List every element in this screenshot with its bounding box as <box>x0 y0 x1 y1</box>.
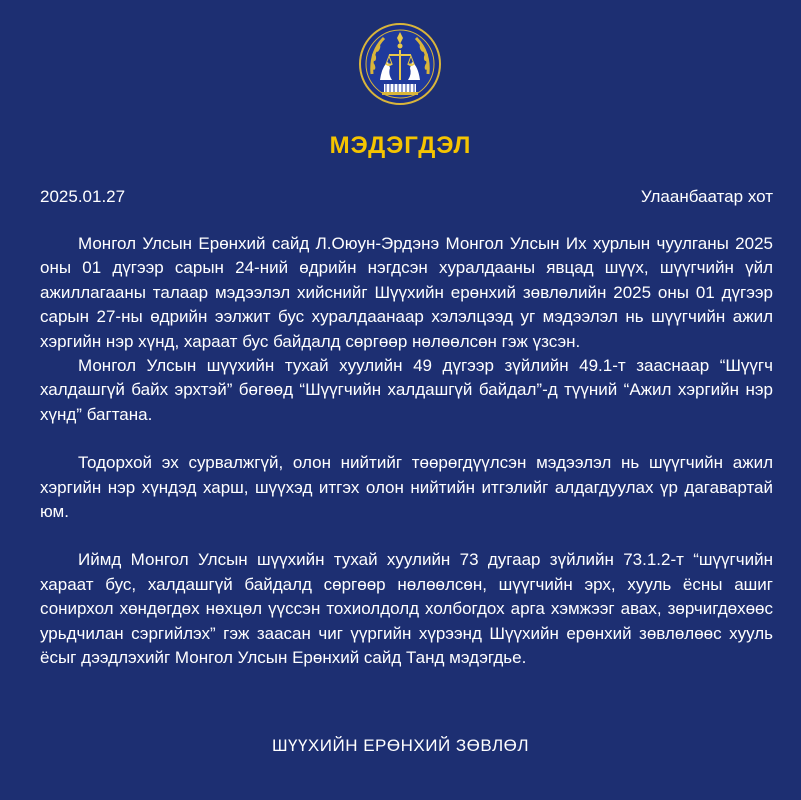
document-body <box>40 232 773 671</box>
page-title: МЭДЭГДЭЛ <box>329 132 472 159</box>
document-place: Улаанбаатар хот <box>640 187 773 206</box>
signature: ШҮҮХИЙН ЕРӨНХИЙ ЗӨВЛӨЛ <box>271 736 530 755</box>
paragraph: Иймд Монгол Улсын шүүхийн тухай хуулийн 73 дугаар зүйлийн 73.1.2-т “шүүгчийн хараат бус, халдашгүй байдалд сөргөөр нөлөөлсөн, шүүгчийн эрх, хууль ёсны ашиг сонирхол хөндөгдөх нөхцөл үүссэн тохиолдолд холбогдох арга хэмжээг авах, зөрчигдөхөөс урьдчилан сэргийлэх” гэж заасан чиг үүргийн хүрээнд Шүүхийн ерөнхий зөвлөлөөс хууль ёсыг дээдлэхийг Монгол Улсын Ерөнхий сайд Танд мэдэгдье. <box>40 550 773 668</box>
judicial-council-emblem-icon <box>358 22 442 106</box>
paragraph: Монгол Улсын Ерөнхий сайд Л.Оюун-Эрдэнэ Монгол Улсын Их хурлын чуулганы 2025 оны 01 дүгээр сарын 24-ний өдрийн нэгдсэн хуралдааны явцад шүүх, шүүгчийн үйл ажиллагааны талаар мэдээлэл хийснийг Шүүхийн ерөнхий зөвлөлийн 2025 оны 01 дүгээр сарын 27-ны өдрийн ээлжит бус хуралдаанаар хэлэлцээд уг мэдээлэл нь шүүгчийн ажил хэргийн нэр хүнд, хараат бус байдалд сөргөөр нөлөөлсөн гэж үзсэн. <box>40 234 773 351</box>
paragraph: Монгол Улсын шүүхийн тухай хуулийн 49 дүгээр зүйлийн 49.1-т зааснаар “Шүүгч халдашгүй байх эрхтэй” бөгөөд “Шүүгчийн халдашгүй байдал”-д түүний “Ажил хэргийн нэр хүнд” багтана. <box>40 356 773 424</box>
paragraph: Тодорхой эх сурвалжгүй, олон нийтийг төөрөгдүүлсэн мэдээлэл нь шүүгчийн ажил хэргийн нэр хүндэд харш, шүүхэд итгэх олон нийтийн итгэлийг алдагдуулах үр дагавартай юм. <box>40 453 773 522</box>
document-date: 2025.01.27 <box>40 187 126 206</box>
